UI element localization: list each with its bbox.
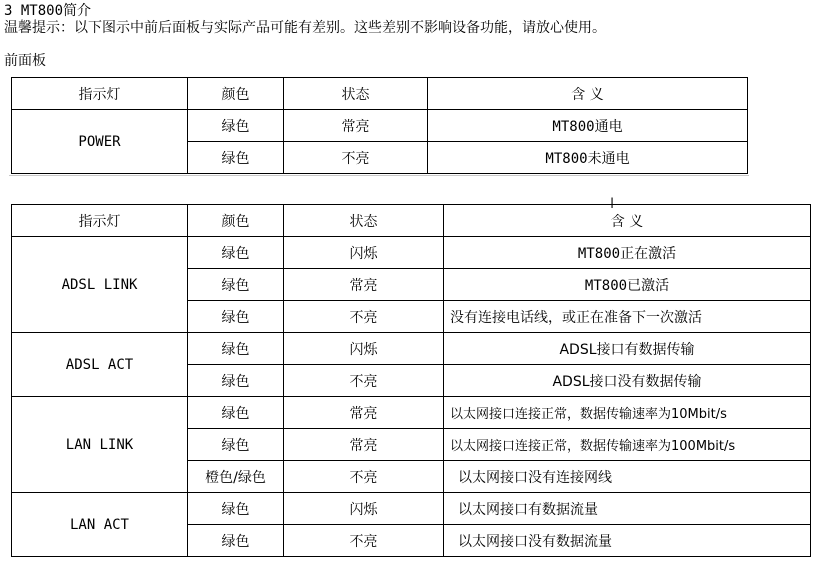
header-cell: 指示灯 — [12, 205, 188, 237]
meaning-cell: 以太网接口没有数据流量 — [444, 525, 811, 557]
meaning-cell: ADSL接口没有数据传输 — [444, 365, 811, 397]
table-header-row — [12, 78, 748, 110]
table-row — [12, 493, 811, 525]
meaning-cell: MT800通电 — [428, 110, 748, 142]
header-cell: 含 义 — [428, 78, 748, 110]
color-cell: 绿色 — [188, 269, 284, 301]
indicator-cell: POWER — [12, 110, 188, 174]
meaning-cell: 没有连接电话线，或正在准备下一次激活 — [444, 301, 811, 333]
header-cell: 指示灯 — [12, 78, 188, 110]
color-cell: 绿色 — [188, 333, 284, 365]
state-cell: 不亮 — [284, 365, 444, 397]
power-indicator-table — [11, 77, 748, 174]
state-cell: 常亮 — [284, 110, 428, 142]
color-cell: 绿色 — [188, 110, 284, 142]
meaning-cell: ADSL接口有数据传输 — [444, 333, 811, 365]
header-cell: 状态 — [284, 78, 428, 110]
color-cell: 橙色/绿色 — [188, 461, 284, 493]
section-heading: 3 MT800简介 — [4, 3, 92, 19]
table-row — [12, 333, 811, 365]
color-cell: 绿色 — [188, 493, 284, 525]
meaning-cell: 以太网接口连接正常，数据传输速率为10Mbit/s — [444, 397, 811, 429]
meaning-cell: MT800已激活 — [444, 269, 811, 301]
color-cell: 绿色 — [188, 525, 284, 557]
meaning-cell: 以太网接口有数据流量 — [444, 493, 811, 525]
color-cell: 绿色 — [188, 429, 284, 461]
header-cell: 颜色 — [188, 205, 284, 237]
header-cell: 颜色 — [188, 78, 284, 110]
table-row — [12, 237, 811, 269]
notice-text: 温馨提示：以下图示中前后面板与实际产品可能有差别。这些差别不影响设备功能，请放心使用。 — [4, 20, 606, 36]
status-indicator-table — [11, 204, 811, 557]
state-cell: 常亮 — [284, 429, 444, 461]
color-cell: 绿色 — [188, 237, 284, 269]
header-cell: 含 义 — [444, 205, 811, 237]
indicator-cell: ADSL LINK — [12, 237, 188, 333]
meaning-cell: 以太网接口连接正常，数据传输速率为100Mbit/s — [444, 429, 811, 461]
color-cell: 绿色 — [188, 365, 284, 397]
state-cell: 常亮 — [284, 397, 444, 429]
meaning-cell: MT800未通电 — [428, 142, 748, 174]
state-cell: 闪烁 — [284, 333, 444, 365]
header-cell: 状态 — [284, 205, 444, 237]
text-cursor-icon: I — [610, 196, 615, 212]
color-cell: 绿色 — [188, 142, 284, 174]
state-cell: 不亮 — [284, 525, 444, 557]
meaning-cell: MT800正在激活 — [444, 237, 811, 269]
table-shadow — [9, 172, 749, 176]
front-panel-title: 前面板 — [4, 53, 46, 69]
table-header-row — [12, 205, 811, 237]
indicator-cell: LAN ACT — [12, 493, 188, 557]
indicator-cell: ADSL ACT — [12, 333, 188, 397]
state-cell: 闪烁 — [284, 237, 444, 269]
color-cell: 绿色 — [188, 301, 284, 333]
state-cell: 不亮 — [284, 301, 444, 333]
meaning-cell: 以太网接口没有连接网线 — [444, 461, 811, 493]
table-row — [12, 110, 748, 142]
table-row — [12, 397, 811, 429]
state-cell: 闪烁 — [284, 493, 444, 525]
color-cell: 绿色 — [188, 397, 284, 429]
state-cell: 不亮 — [284, 461, 444, 493]
state-cell: 常亮 — [284, 269, 444, 301]
state-cell: 不亮 — [284, 142, 428, 174]
indicator-cell: LAN LINK — [12, 397, 188, 493]
